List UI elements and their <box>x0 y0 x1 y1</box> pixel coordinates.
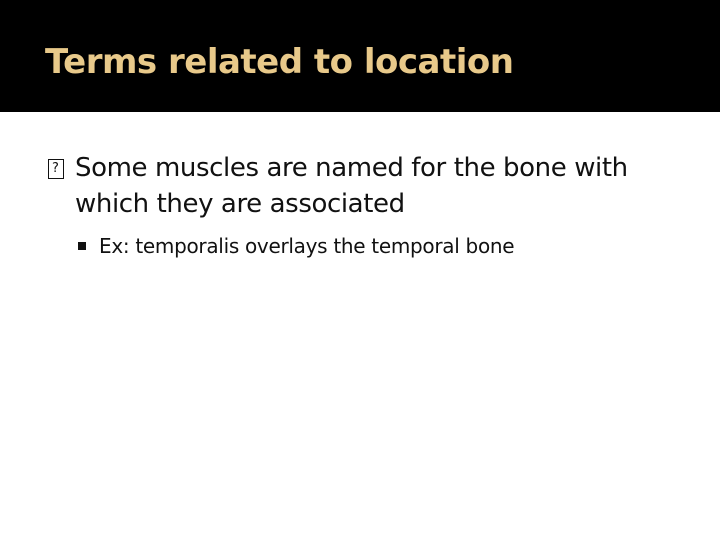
sub-bullet-item <box>48 232 688 260</box>
bullet-item <box>48 150 688 222</box>
slide-body <box>48 150 688 260</box>
square-bullet-icon <box>78 242 86 250</box>
missing-glyph-bullet-icon <box>48 159 64 179</box>
slide-title: Terms related to location <box>45 42 514 82</box>
title-bar <box>0 0 720 112</box>
sub-bullet-text: Ex: temporalis overlays the temporal bone <box>99 234 515 258</box>
bullet-text: Some muscles are named for the bone with which they are associated <box>75 153 628 219</box>
